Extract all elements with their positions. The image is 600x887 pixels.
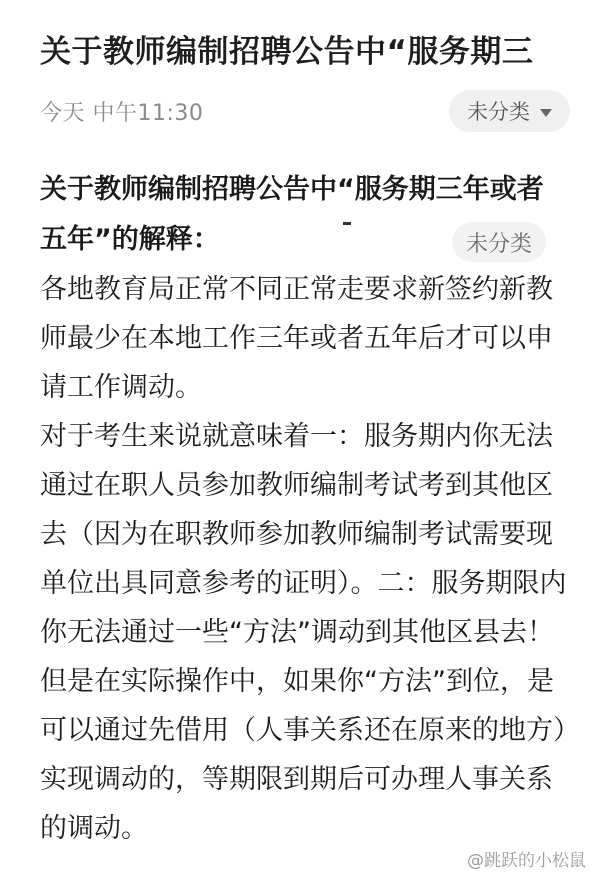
note-body[interactable] bbox=[40, 165, 568, 853]
page-title: 关于教师编制招聘公告中“服务期三 bbox=[40, 34, 534, 70]
cursor-artifact bbox=[343, 222, 351, 225]
timestamp: 今天 中午11:30 bbox=[40, 101, 204, 126]
paragraph-1: 各地教育局正常不同正常走要求新签约新教师最少在本地工作三年或者五年后才可以申请工作调动。 bbox=[40, 274, 553, 403]
note-meta bbox=[40, 90, 570, 130]
category-dropdown[interactable] bbox=[449, 90, 570, 132]
chevron-down-icon bbox=[540, 109, 552, 117]
paragraph-2: 对于考生来说就意味着一：服务期内你无法通过在职人员参加教师编制考试考到其他区去（因为在职教师参加教师编制考试需要现单位出具同意参考的证明）。二：服务期限内你无法通过一些“方法”调动到其他区县去！但是在实际操作中，如果你“方法”到位，是可以通过先借用（人事关系还在原来的地方）实现调动的，等期限到期后可办理人事关系的调动。 bbox=[40, 421, 567, 844]
floating-category-chip[interactable]: 未分类 bbox=[452, 222, 546, 262]
category-label: 未分类 bbox=[467, 100, 530, 124]
note-heading: 关于教师编制招聘公告中“服务期三年或者五年”的解释： bbox=[40, 174, 544, 255]
watermark-text: @跳跃的小松鼠 bbox=[467, 851, 586, 871]
watermark bbox=[467, 846, 586, 871]
